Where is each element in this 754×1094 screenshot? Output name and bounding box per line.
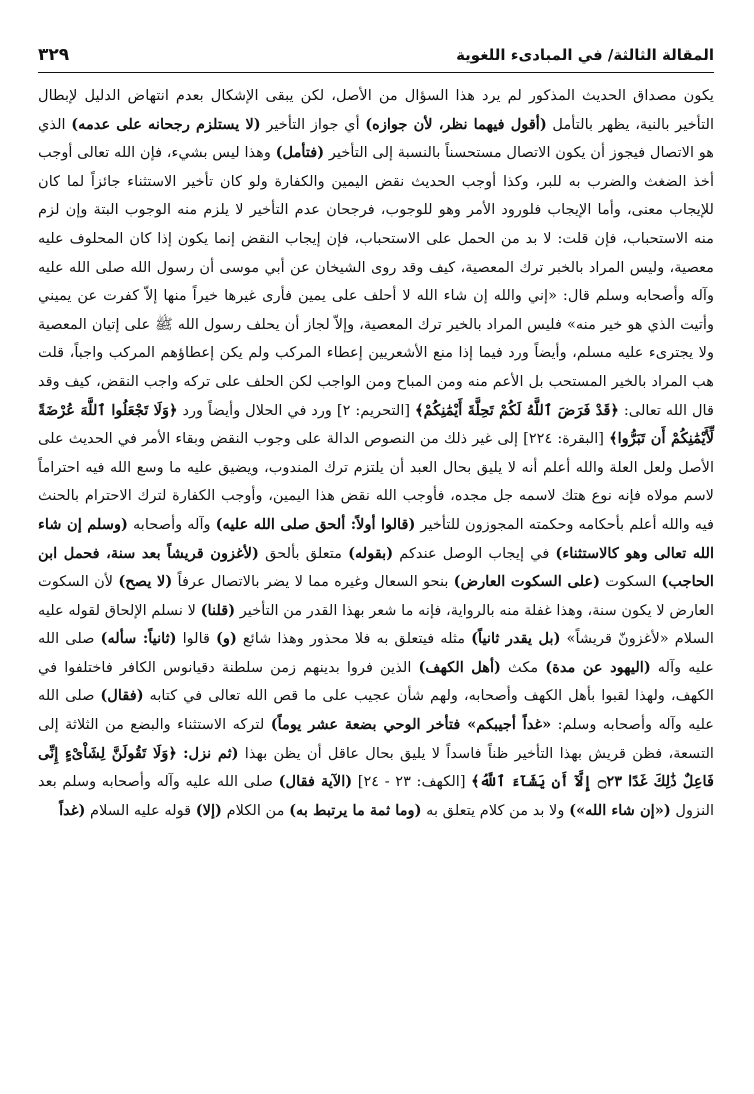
header-rule [38, 72, 714, 73]
text-run: لأن السكوت العارض لا يكون سنة، وهذا غفلة منه بالرواية، فإنه ما شعر بهذا القدر من التأخير [38, 573, 714, 619]
text-run: في إيجاب الوصل عندكم [393, 544, 556, 562]
bold-phrase: (فقال) [100, 687, 144, 705]
bold-phrase: (وسلم إن شاء الله تعالى وهو كالاستثناء) [38, 515, 715, 562]
text-run: الذين فروا بدينهم زمن سلطنة دقيانوس الكافر فاختلفوا في الكهف، ولهذا لقبوا بأهل الكهف وأصحابه، ولهم شأن عجيب على ما قص الله تعالى في كتابه [38, 658, 714, 705]
text-run: صلى الله عليه وآله وأصحابه وسلم: [38, 687, 714, 734]
text-run: وآله وأصحابه [127, 515, 216, 533]
bold-phrase: (ثم نزل: [183, 744, 239, 762]
bold-phrase: «غداً أجيبكم» فتأخر الوحي بضعة عشر يوماً) [270, 716, 552, 734]
running-title: المقالة الثالثة/ في المبادىء اللغوية [456, 46, 714, 64]
text-run: متعلق بألحق [258, 544, 349, 562]
text-run: صلى الله عليه وآله [38, 630, 714, 676]
bold-phrase: (أقول فيهما نظر، لأن جوازه) [365, 115, 547, 133]
text-run: الذي هو الاتصال فيجوز أن يكون الاتصال مستحسناً بالنسبة إلى التأخير [38, 115, 714, 162]
text-run: لا نسلم الإلحاق لقوله عليه السلام «لأغزونّ قريشاً» [38, 601, 714, 648]
bold-phrase: (ثانياً: سأله) [100, 630, 177, 648]
text-run: قوله عليه السلام [85, 801, 196, 819]
text-run: من الكلام [221, 801, 290, 819]
bold-phrase: (اليهود عن مدة) [545, 658, 651, 676]
bold-phrase: (أهل الكهف) [418, 658, 501, 676]
body-paragraph [38, 82, 714, 825]
bold-phrase: (إلا) [195, 801, 222, 819]
text-run: ولا بد من كلام يتعلق به [421, 801, 570, 819]
text-run: يكون مصداق الحديث المذكور لم يرد هذا السؤال من الأصل، لكن يبقى الإشكال بعدم انتهاض الدليل لإبطال التأخير بالنية، يظهر بالتأمل [38, 87, 714, 133]
bold-phrase: (بقوله) [348, 544, 394, 562]
text-run: صلى الله عليه وآله وأصحابه وسلم بعد النزول [38, 773, 714, 819]
text-run: بنحو السعال وغيره مما لا يضر بالاتصال عرفاً [172, 573, 454, 591]
text-run: مكث [500, 658, 546, 676]
bold-phrase: (وما ثمة ما يرتبط به) [289, 801, 422, 819]
bold-phrase: (غداً [59, 801, 86, 819]
bold-phrase: (بل يقدر ثانياً) [471, 630, 561, 648]
page-header [38, 40, 714, 70]
bold-phrase: (و) [216, 630, 237, 648]
text-run: [الكهف: ٢٣ - ٢٤] [352, 773, 472, 791]
page-number: ٣٢٩ [38, 45, 70, 65]
text-run: مثله فيتعلق به فلا محذور وهذا شائع [236, 630, 472, 648]
text-run: السكوت [600, 573, 662, 591]
bold-phrase: ﴿وَلَا تَقُولَنَّ لِشَاْىْءٍ إِنِّى فَاعِلٌ ذَٰلِكَ غَدًا ۝٢٣ إِلَّآ أَن يَشَآءَ ٱللَّهُ﴾ [38, 744, 714, 791]
bold-phrase: (لا يصح) [118, 573, 173, 591]
text-run: [التحريم: ٢] ورد في الحلال وأيضاً ورد [177, 401, 416, 419]
bold-phrase: (قالوا أولاً: ألحق صلى الله عليه) [215, 515, 416, 533]
text-run: قالوا [176, 630, 217, 648]
bold-phrase: ﴿وَلَا تَجْعَلُوا ٱللَّهَ عُرْضَةً لِّأَيْمَٰنِكُمْ أَن تَبَرُّوا﴾ [38, 401, 715, 448]
bold-phrase: (على السكوت العارض) [453, 573, 601, 591]
bold-phrase: (فتأمل) [275, 144, 325, 162]
bold-phrase: (الآية فقال) [278, 773, 353, 791]
body-text [38, 82, 714, 1076]
text-run: [البقرة: ٢٢٤] إلى غير ذلك من النصوص الدالة على وجوب النقض وبقاء الأمر في الحديث على الأصل ولعل العلة والله أعلم أنه لا يليق بحال العبد أن يلتزم ترك المندوب، ويضيق عليه ما وسع الله فيه احتراماً لاسم مولاه فإنه نوع هتك لاسمه جل مجده، فأوجب الله نقض هذا اليمين، وأوجب الكفارة لترك الاحترام بالحنث فيه والله أعلم بأحكامه وحكمته المجوزون للتأخير [38, 430, 714, 533]
bold-phrase: («إن شاء الله») [569, 801, 671, 819]
text-run: أي جواز التأخير [260, 115, 366, 133]
bold-phrase: ﴿قَدْ فَرَضَ ٱللَّهُ لَكُمْ تَحِلَّةَ أَيْمَٰنِكُمْ﴾ [415, 401, 619, 419]
bold-phrase: (لأغزون قريشاً بعد سنة، فحمل ابن الحاجب) [38, 544, 714, 591]
text-run: لتركه الاستثناء والبضع من الثلاثة إلى التسعة، فظن قريش بهذا التأخير ظناً فاسداً لا يليق بحال عاقل أن يظن بهذا [38, 716, 714, 762]
bold-phrase: (لا يستلزم رجحانه على عدمه) [71, 115, 261, 133]
text-run: وهذا ليس بشيء، فإن الله تعالى أوجب أخذ الضغث والضرب به للبر، وكذا أوجب الحديث نقض اليمين والكفارة ولو كان تأخير الاستثناء جائزاً لما كان للإيجاب معنى، وأما الإيجاب فلورود الأمر وهو للوجوب، فرجحان عدم التأخير لا يلزم منه الوجوب البتة وإن لزم منه الاستحباب، فإن قلت: لا بد من الحمل على الاستحباب، فإن إيجاب النقض إنما يكون إذا كان المحلوف عليه معصية، وليس المراد بالخبر ترك المعصية، كيف وقد روى الشيخان عن أبي موسى أن رسول الله صلى الله عليه وآله وأصحابه وسلم قال: «إني والله إن شاء الله لا أحلف على يمين فأرى غيرها خيراً منها إلاّ كفرت عن يميني وأتيت الذي هو خير منه» فليس المراد بالخير ترك المعصية، وإلاّ لجاز أن يحلف رسول الله ﷺ على إتيان المعصية ولا يجترىء عليه مسلم، وأيضاً ورد فيما إذا منع الأشعريين إعطاء المركب ولم يكن إعطاؤهم المركب واجباً، قلت هب المراد بالخير المستحب بل الأعم منه ومن المباح ومن الواجب لكن الحلف على تركه واجب النقض، كيف وقد قال الله تعالى: [38, 144, 714, 419]
bold-phrase: (قلنا) [200, 601, 236, 619]
